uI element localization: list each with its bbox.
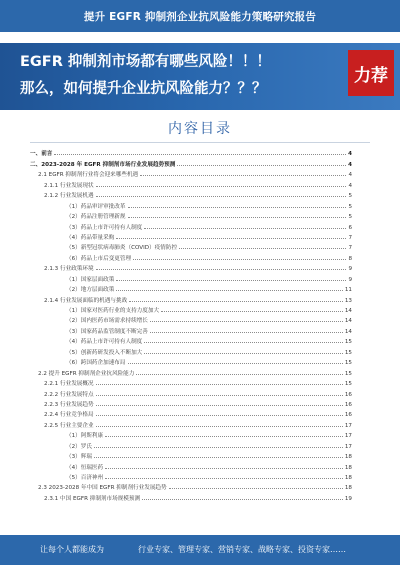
toc-leader-dots [150,320,343,322]
toc-entry-page: 15 [344,370,352,377]
toc-leader-dots [105,435,343,437]
toc-entry-page: 19 [344,495,352,502]
toc-leader-dots [105,467,343,469]
toc-entry-page: 8 [348,255,352,262]
toc-entry[interactable] [30,398,352,408]
toc-entry-page: 14 [344,318,352,325]
footer-bar [0,535,400,565]
toc-entry-page: 18 [344,464,352,471]
toc-leader-dots [96,185,347,187]
toc-entry[interactable] [30,293,352,303]
toc-leader-dots [161,310,343,312]
toc-entry-text: （2）地方层面政策 [66,287,115,294]
toc-entry[interactable] [30,439,352,449]
table-of-contents [30,147,352,502]
report-title: 提升 EGFR 抑制剂企业抗风险能力策略研究报告 [83,10,317,23]
toc-entry-text: 2.1 EGFR 抑制剂行业将会迎来哪些机遇 [38,172,139,179]
toc-entry[interactable] [30,377,352,387]
toc-leader-dots [142,498,343,500]
toc-entry-text: （4）药品上市许可持有人制度 [66,339,143,346]
toc-leader-dots [116,289,343,291]
toc-leader-dots [169,487,343,489]
toc-entry-page: 13 [344,297,352,304]
toc-entry-text: 2.3 2023-2028 年中国 EGFR 抑制剂行业发展趋势 [38,485,167,492]
toc-entry[interactable] [30,324,352,334]
toc-leader-dots [133,258,346,260]
toc-entry[interactable] [30,304,352,314]
toc-entry[interactable] [30,283,352,293]
toc-entry-page: 17 [344,422,352,429]
toc-leader-dots [96,383,343,385]
toc-entry[interactable] [30,460,352,470]
toc-entry-text: 2.2.3 行业发展趋势 [44,401,94,408]
toc-entry-page: 6 [348,224,352,231]
toc-leader-dots [144,352,343,354]
toc-entry-text: 2.2.1 行业发展概况 [44,381,94,388]
toc-entry-text: （1）药品审评审批改革 [66,203,126,210]
toc-entry[interactable] [30,262,352,272]
toc-entry-text: 2.2.2 行业发展特点 [44,391,94,398]
toc-entry[interactable] [30,147,352,157]
toc-leader-dots [96,195,347,197]
toc-leader-dots [144,227,346,229]
toc-entry-page: 14 [344,308,352,314]
toc-leader-dots [128,362,343,364]
toc-entry[interactable] [30,199,352,209]
footer-slogan: 让每个人都能成为 [40,545,104,554]
toc-entry-text: 2.1.2 行业发展机遇 [44,193,94,200]
toc-entry-page: 4 [348,172,352,179]
toc-entry[interactable] [30,408,352,418]
promo-banner [0,43,400,110]
toc-entry-text: 一、前言 [30,151,53,158]
toc-leader-dots [96,425,343,427]
toc-leader-dots [96,394,343,396]
toc-leader-dots [150,331,343,333]
toc-entry[interactable] [30,168,352,178]
toc-entry[interactable] [30,335,352,345]
toc-entry-text: （1）国家对医药行业的支持力度加大 [66,308,160,314]
toc-entry-page: 7 [348,234,352,241]
toc-leader-dots [177,164,346,166]
report-header [0,0,400,32]
toc-entry-text: （4）药品带量采购 [66,234,115,241]
toc-entry[interactable] [30,429,352,439]
toc-entry-text: （4）恒瑞医药 [66,464,104,471]
toc-leader-dots [136,373,343,375]
toc-entry-page: 18 [344,454,352,461]
toc-entry-page: 15 [344,349,352,356]
toc-entry-text: （1）国家层面政策 [66,276,115,283]
toc-entry-page: 17 [344,433,352,440]
toc-entry-page: 15 [344,381,352,388]
toc-entry-page: 14 [344,328,352,335]
banner-line-1: EGFR 抑制剂市场都有哪些风险！！！ [20,54,271,70]
toc-entry-page: 4 [348,151,352,158]
toc-entry-text: 2.1.1 行业发展现状 [44,182,94,189]
toc-entry-page: 9 [348,276,352,283]
toc-entry[interactable] [30,220,352,230]
toc-leader-dots [54,153,346,155]
toc-leader-dots [179,247,346,249]
toc-entry-text: （3）辉瑞 [66,454,92,461]
toc-divider [30,142,370,143]
toc-entry[interactable] [30,231,352,241]
toc-entry[interactable] [30,345,352,355]
toc-entry-text: 二、2023-2028 年 EGFR 抑制剂市场行业发展趋势预测 [30,161,176,168]
toc-leader-dots [129,300,343,302]
toc-entry[interactable] [30,356,352,366]
toc-entry-text: （5）创新药研发投入不断加大 [66,349,143,356]
toc-entry-text: 2.2.4 行业竞争格局 [44,412,94,419]
toc-entry-page: 16 [344,391,352,398]
toc-entry-page: 4 [348,182,352,189]
toc-leader-dots [96,268,347,270]
toc-leader-dots [140,174,346,176]
toc-entry[interactable] [30,418,352,428]
toc-leader-dots [105,477,343,479]
toc-entry-page: 15 [344,339,352,346]
toc-entry[interactable] [30,210,352,220]
toc-entry[interactable] [30,481,352,491]
toc-entry-text: 2.3.1 中国 EGFR 抑制剂市场规模预测 [44,495,141,502]
toc-leader-dots [96,414,343,416]
toc-entry-page: 5 [348,193,352,200]
toc-leader-dots [94,456,343,458]
toc-leader-dots [128,216,347,218]
toc-entry-text: （2）罗氏 [66,443,92,450]
toc-entry-page: 11 [344,287,352,294]
toc-entry[interactable] [30,491,352,501]
toc-entry[interactable] [30,450,352,460]
toc-entry-page: 5 [348,214,352,221]
footer-roles: 行业专家、管理专家、营销专家、战略专家、投资专家…… [138,545,346,554]
toc-entry[interactable] [30,189,352,199]
toc-entry-text: 2.2 提升 EGFR 抑制剂企业抗风险能力 [38,370,135,377]
toc-entry-page: 18 [344,475,352,481]
toc-entry-page: 16 [344,412,352,419]
toc-entry-text: （6）药品上市后变更管理 [66,255,132,262]
toc-entry-text: （5）百济神州 [66,475,104,481]
toc-entry[interactable] [30,157,352,167]
toc-entry-text: 2.2.5 行业主要企业 [44,422,94,429]
toc-entry-page: 16 [344,401,352,408]
toc-entry-text: （1）阿斯利康 [66,433,104,440]
toc-entry-text: 2.1.3 行业政策环境 [44,266,94,273]
toc-entry-page: 4 [348,161,352,168]
toc-leader-dots [116,279,346,281]
toc-entry-page: 18 [344,485,352,492]
toc-entry-text: （2）国内医药市场需求持续增长 [66,318,148,325]
toc-entry-page: 15 [344,360,352,367]
toc-entry[interactable] [30,178,352,188]
toc-entry[interactable] [30,251,352,261]
toc-leader-dots [144,341,343,343]
toc-title: 内容目录 [168,121,232,137]
toc-leader-dots [94,446,343,448]
toc-entry-text: 2.1.4 行业发展面临的机遇与挑战 [44,297,128,304]
recommend-stamp: 力荐 [348,50,394,96]
toc-leader-dots [116,237,346,239]
toc-entry[interactable] [30,241,352,251]
toc-entry-text: （6）跨国药企加速布局 [66,360,126,367]
banner-line-2: 那么，如何提升企业抗风险能力？？？ [20,81,267,97]
toc-entry-text: （3）国家药品监管制度不断完善 [66,328,148,335]
toc-entry-page: 17 [344,443,352,450]
toc-entry[interactable] [30,387,352,397]
toc-entry[interactable] [30,314,352,324]
toc-leader-dots [128,206,347,208]
toc-entry[interactable] [30,471,352,481]
toc-entry[interactable] [30,366,352,376]
toc-leader-dots [96,404,343,406]
toc-entry-page: 7 [348,245,352,252]
toc-entry-text: （2）药品注册管理新规 [66,214,126,221]
toc-entry-text: （5）新型冠状病毒肺炎（COVID）疫情防控 [66,245,178,252]
toc-entry[interactable] [30,272,352,282]
toc-entry-page: 9 [348,266,352,273]
toc-entry-text: （3）药品上市许可持有人制度 [66,224,143,231]
toc-entry-page: 5 [348,203,352,210]
